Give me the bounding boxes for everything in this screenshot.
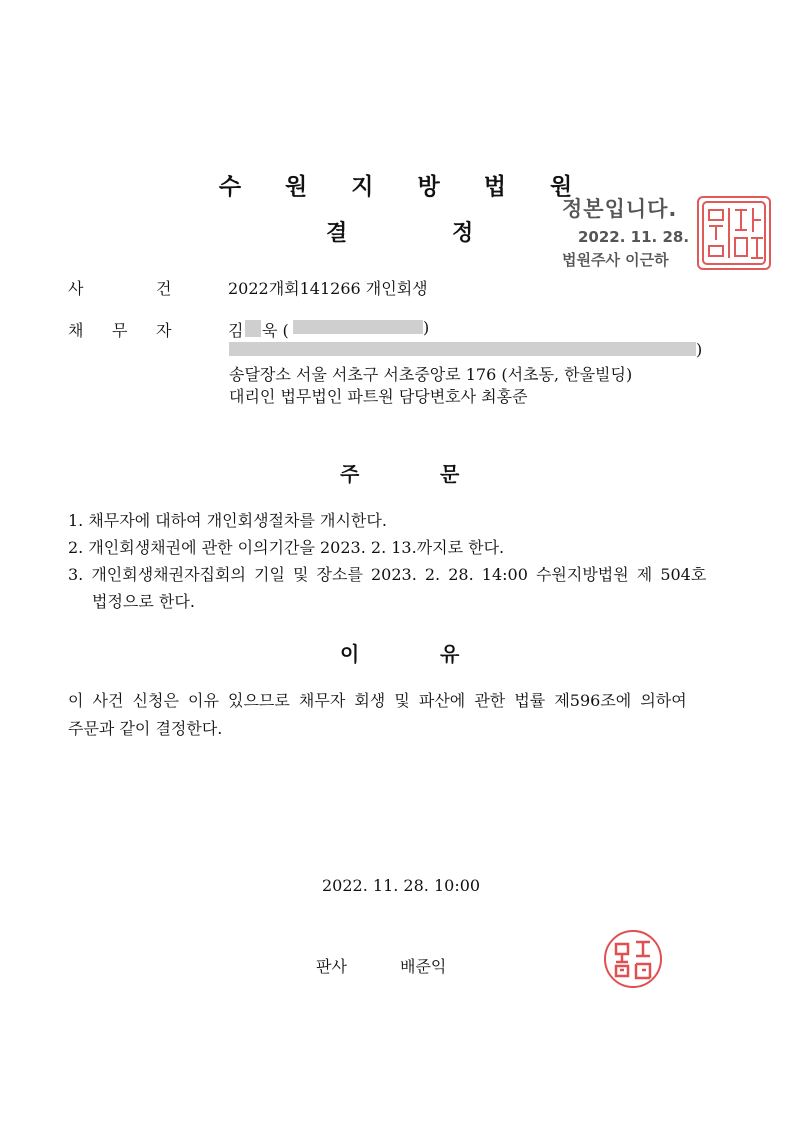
- redaction-id-number: [293, 320, 423, 334]
- order-item-3: 3. 개인회생채권자집회의 기일 및 장소를 2023. 2. 28. 14:00 수원지방법원 제 504호: [68, 565, 707, 584]
- debtor-name-last: 욱 (: [262, 321, 289, 340]
- decision-date: 2022. 11. 28. 10:00: [322, 876, 481, 895]
- case-number: 2022개회141266 개인회생: [228, 279, 428, 298]
- redaction-name: [245, 320, 261, 337]
- legal-agent: 대리인 법무법인 파트원 담당변호사 최홍준: [229, 387, 528, 406]
- service-address: 송달장소 서울 서초구 서초중앙로 176 (서초동, 한울빌딩): [229, 365, 633, 384]
- order-item-1: 1. 채무자에 대하여 개인회생절차를 개시한다.: [68, 511, 387, 530]
- decision-title-left: 결: [326, 221, 348, 246]
- certified-copy-label: 정본입니다.: [562, 197, 678, 221]
- order-heading-right: 문: [440, 462, 460, 486]
- debtor-name-first: 김: [228, 321, 244, 340]
- court-seal-stamp: [697, 196, 771, 270]
- debtor-id-close: ): [423, 318, 430, 337]
- judge-name: 배준익: [400, 957, 447, 976]
- debtor-label-char-1: 채: [68, 321, 84, 340]
- certified-date: 2022. 11. 28.: [578, 228, 690, 246]
- order-heading-left: 주: [340, 462, 360, 486]
- court-name: 수 원 지 방 법 원: [218, 174, 591, 200]
- debtor-label-char-3: 자: [156, 321, 172, 340]
- debtor-address-close: ): [696, 340, 703, 359]
- reason-text-line-2: 주문과 같이 결정한다.: [68, 719, 223, 738]
- reason-heading-left: 이: [340, 642, 360, 666]
- order-item-3-cont: 법정으로 한다.: [92, 592, 195, 611]
- certifying-officer: 법원주사 이근하: [562, 251, 669, 269]
- redaction-address: [229, 342, 696, 356]
- case-label-char-2: 건: [156, 279, 172, 298]
- judge-seal-stamp: [604, 930, 662, 988]
- order-item-2: 2. 개인회생채권에 관한 이의기간을 2023. 2. 13.까지로 한다.: [68, 538, 505, 557]
- debtor-label-char-2: 무: [112, 321, 128, 340]
- reason-heading-right: 유: [440, 642, 460, 666]
- decision-title-right: 정: [452, 221, 474, 246]
- reason-text-line-1: 이 사건 신청은 이유 있으므로 채무자 회생 및 파산에 관한 법률 제596조에 의하여: [68, 691, 687, 710]
- judge-title: 판사: [316, 957, 347, 976]
- case-label-char-1: 사: [68, 279, 84, 298]
